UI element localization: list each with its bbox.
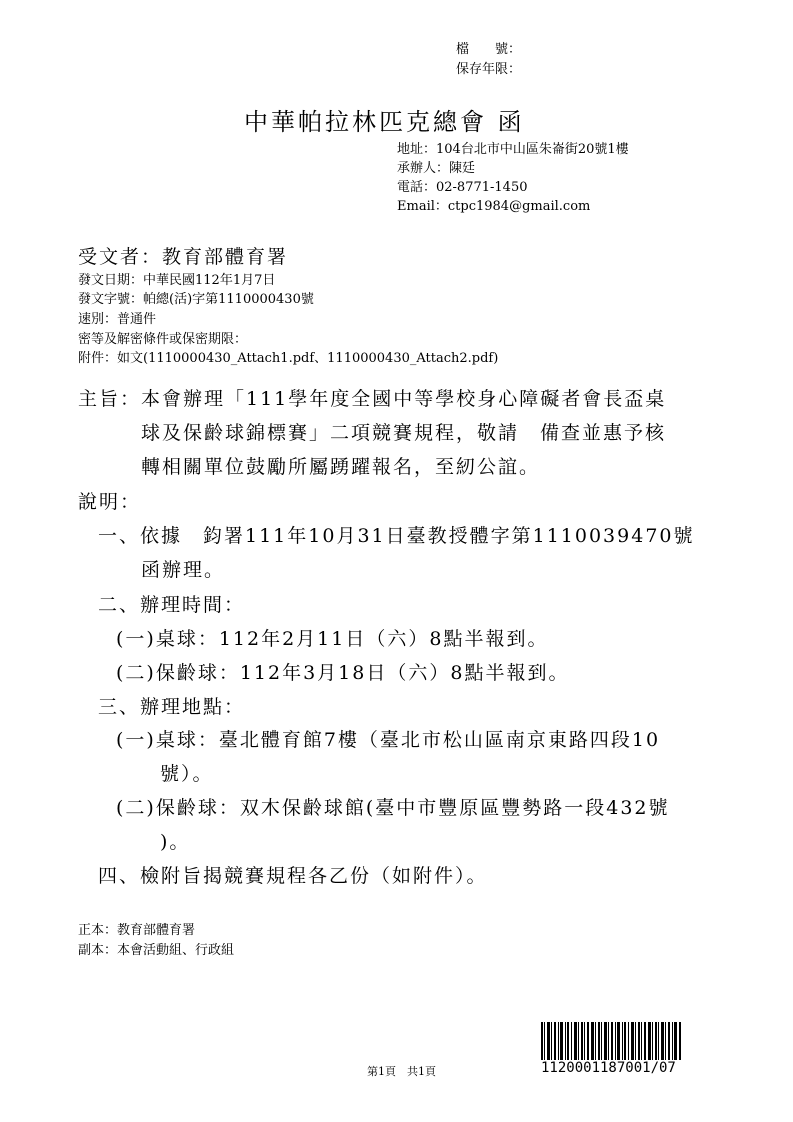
explanation-item-1-line-2: 函辦理。 <box>141 559 226 581</box>
sender-email: Email：ctpc1984@gmail.com <box>397 199 591 214</box>
explanation-item-3-sub-1-line-1: (一)桌球：臺北體育館7樓（臺北市松山區南京東路四段10 <box>116 729 661 751</box>
barcode-image <box>541 1022 681 1060</box>
sender-phone: 電話：02-8771-1450 <box>397 180 528 195</box>
page-number: 第1頁 共1頁 <box>367 1065 436 1078</box>
original-recipient: 正本：教育部體育署 <box>78 923 196 938</box>
handler-name: 承辦人：陳廷 <box>397 161 476 176</box>
copy-recipients: 副本：本會活動組、行政組 <box>78 943 235 958</box>
subject-line-2: 球及保齡球錦標賽」二項競賽規程，敬請 備查並惠予核 <box>141 422 667 444</box>
subject-line-3: 轉相關單位鼓勵所屬踴躍報名，至紉公誼。 <box>141 456 541 478</box>
explanation-item-2-sub-2: (二)保齡球：112年3月18日（六）8點半報到。 <box>116 662 570 684</box>
explanation-item-3-heading: 三、辦理地點： <box>98 696 246 718</box>
sender-address: 地址：104台北市中山區朱崙街20號1樓 <box>397 142 629 157</box>
attachments: 附件：如文(1110000430_Attach1.pdf、1110000430_Attach2.pdf) <box>78 351 499 366</box>
explanation-heading: 說明： <box>78 491 142 513</box>
issue-date: 發文日期：中華民國112年1月7日 <box>78 273 276 288</box>
retention-period-label: 保存年限： <box>456 62 522 77</box>
secrecy-level: 密等及解密條件或保密期限： <box>78 332 248 347</box>
subject-line-1: 主旨：本會辦理「111學年度全國中等學校身心障礙者會長盃桌 <box>78 388 667 410</box>
document-title: 中華帕拉林匹克總會 函 <box>244 108 525 136</box>
barcode-number: 1120001187001/07 <box>541 1060 676 1076</box>
explanation-item-2-heading: 二、辦理時間： <box>98 594 246 616</box>
explanation-item-3-sub-2-line-2: )。 <box>160 831 191 853</box>
explanation-item-2-sub-1: (一)桌球：112年2月11日（六）8點半報到。 <box>116 628 549 650</box>
file-number-label: 檔 號： <box>456 42 522 57</box>
explanation-item-3-sub-2-line-1: (二)保齡球：双木保齡球館(臺中市豐原區豐勢路一段432號 <box>116 797 670 819</box>
explanation-item-4: 四、檢附旨揭競賽規程各乙份（如附件）。 <box>98 865 488 887</box>
explanation-item-1-line-1: 一、依據 鈞署111年10月31日臺教授體字第1110039470號 <box>98 525 695 547</box>
document-number: 發文字號：帕總(活)字第1110000430號 <box>78 292 314 307</box>
explanation-item-3-sub-1-line-2: 號）。 <box>160 763 214 785</box>
recipient: 受文者：教育部體育署 <box>78 246 289 268</box>
delivery-speed: 速別：普通件 <box>78 312 157 327</box>
